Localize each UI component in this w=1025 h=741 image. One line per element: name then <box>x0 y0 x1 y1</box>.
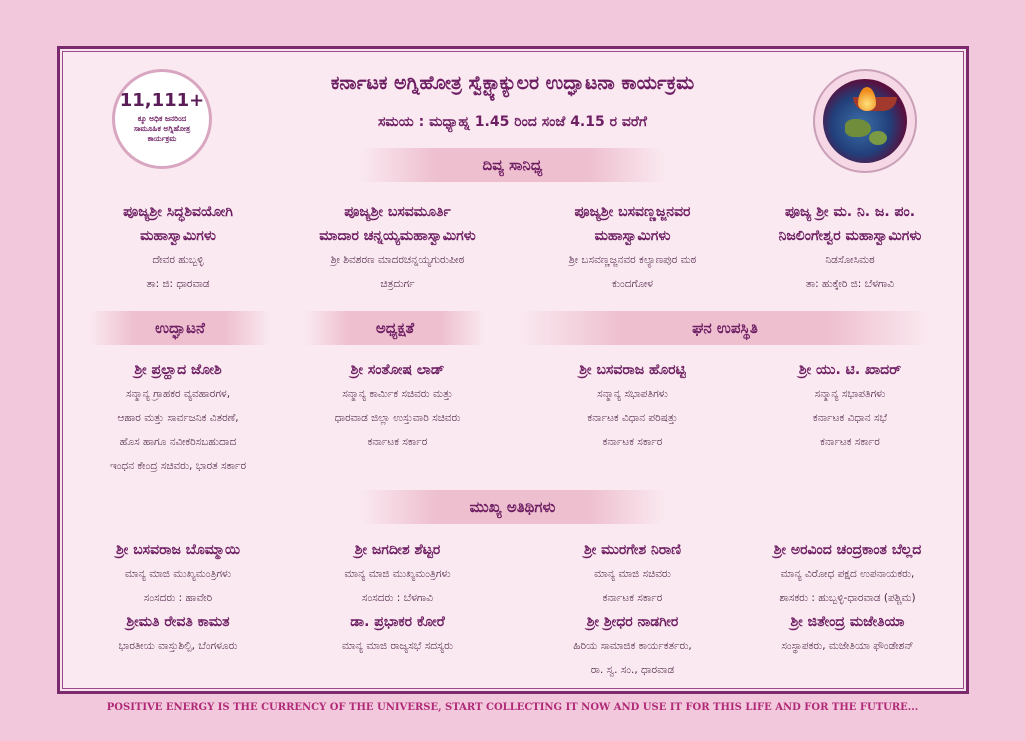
presence-person-2 <box>740 358 960 454</box>
guest-8 <box>735 610 960 658</box>
presidency-person <box>285 358 510 454</box>
person-desc: ಸಂಸ್ಥಾಪಕರು, ಮಜೇತಿಯಾ ಫೌಂಡೇಶನ್ <box>781 640 914 652</box>
event-title: ಕರ್ನಾಟಕ ಅಗ್ನಿಹೋತ್ರ ಸ್ವೆಕ್ಟ್ಯಾಕ್ಯುಲರ ಉದ್ಘಾಟನಾ ಕಾರ್ಯಕ್ರಮ <box>330 72 695 94</box>
person-name: ಶ್ರೀ ಬಸವರಾಜ ಹೊರಟ್ಟಿ <box>579 362 686 378</box>
person-desc: ಸನ್ಮಾನ್ಯ ಸಭಾಪತಿಗಳು <box>814 388 886 400</box>
divine-person-3 <box>520 200 745 296</box>
inauguration-person <box>68 358 288 478</box>
divine-person-2 <box>285 200 510 296</box>
person-desc: ಮಾನ್ಯ ಮಾಜಿ ಮುಖ್ಯಮಂತ್ರಿಗಳು <box>124 568 232 580</box>
badge-text: ಕ್ಕೂ ಅಧಿಕ ಜನರಿಂದ ಸಾಮೂಹಿಕ ಅಗ್ನಿಹೋತ್ರ ಕಾರ್ಯಕ್ರಮ <box>133 114 191 143</box>
person-name: ಶ್ರೀ ಶ್ರೀಧರ ನಾಡಗೀರ <box>586 614 679 630</box>
person-name: ಡಾ. ಪ್ರಭಾಕರ ಕೋರೆ <box>350 614 445 630</box>
agnihotra-globe-logo-icon <box>813 69 917 173</box>
person-name: ನಿಜಲಿಂಗೇಶ್ವರ ಮಹಾಸ್ವಾಮಿಗಳು <box>778 228 922 244</box>
person-desc: ಕರ್ನಾಟಕ ವಿಧಾನ ಪರಿಷತ್ತು <box>587 412 678 424</box>
badge-number: 11,111+ <box>119 90 205 111</box>
person-name: ಶ್ರೀ ಜಿತೇಂದ್ರ ಮಜೇತಿಯಾ <box>790 614 905 630</box>
person-desc: ಭಾರತೀಯ ವಾಸ್ತುಶಿಲ್ಪಿ, ಬೆಂಗಳೂರು <box>118 640 238 652</box>
person-desc: ರಾ. ಸ್ವ. ಸಂ., ಧಾರವಾಡ <box>590 664 675 676</box>
person-desc: ಮಾನ್ಯ ವಿರೋಧ ಪಕ್ಷದ ಉಪನಾಯಕರು, <box>780 568 915 580</box>
person-desc: ಕರ್ನಾಟಕ ಸರ್ಕಾರ <box>602 592 663 604</box>
person-desc: ದೇವರ ಹುಬ್ಬಳ್ಳಿ <box>152 254 204 266</box>
person-desc: ಇಂಧನ ಕೇಂದ್ರ ಸಚಿವರು, ಭಾರತ ಸರ್ಕಾರ <box>109 460 247 472</box>
section-heading-guests: ಮುಖ್ಯ ಅತಿಥಿಗಳು <box>360 490 665 524</box>
person-name: ಶ್ರೀ ಸಂತೋಷ ಲಾಡ್ <box>350 362 445 378</box>
person-name: ಶ್ರೀ ಪ್ರಲ್ಹಾದ ಜೋಶಿ <box>134 362 222 378</box>
person-desc: ಮಾನ್ಯ ಮಾಜಿ ಸಚಿವರು <box>594 568 671 580</box>
guest-7 <box>520 610 745 682</box>
person-desc: ಮಾನ್ಯ ಮಾಜಿ ರಾಜ್ಯಸಭೆ ಸದಸ್ಯರು <box>342 640 453 652</box>
person-name: ಶ್ರೀ ಯು. ಟಿ. ಖಾದರ್ <box>798 362 902 378</box>
person-desc: ಸನ್ಮಾನ್ಯ ಸಭಾಪತಿಗಳು <box>597 388 668 400</box>
person-name: ಪೂಜ್ಯಶ್ರೀ ಸಿದ್ಧಶಿವಯೋಗಿ <box>123 204 233 220</box>
guest-4 <box>735 538 960 610</box>
person-desc: ಶಾಸಕರು : ಹುಬ್ಬಳ್ಳಿ-ಧಾರವಾಡ (ಪಶ್ಚಿಮ) <box>779 592 916 604</box>
person-name: ಶ್ರೀಮತಿ ರೇವತಿ ಕಾಮತ <box>126 614 230 630</box>
person-desc: ಚಿತ್ರದುರ್ಗ <box>380 278 415 290</box>
person-desc: ಮಾನ್ಯ ಮಾಜಿ ಮುಖ್ಯಮಂತ್ರಿಗಳು <box>344 568 451 580</box>
person-name: ಶ್ರೀ ಮುರಗೇಶ ನಿರಾಣಿ <box>583 542 682 558</box>
person-desc: ನಿಡಸೋಸಿಮಠ <box>825 254 875 266</box>
person-desc: ಕರ್ನಾಟಕ ವಿಧಾನ ಸಭೆ <box>812 412 888 424</box>
person-desc: ಕರ್ನಾಟಕ ಸರ್ಕಾರ <box>602 436 663 448</box>
section-heading-presidency: ಅಧ್ಯಕ್ಷತೆ <box>305 311 485 345</box>
person-name: ಶ್ರೀ ಅರವಿಂದ ಚಂದ್ರಕಾಂತ ಬೆಲ್ಲದ <box>773 542 922 558</box>
person-desc: ಹಿರಿಯ ಸಾಮಾಜಿಕ ಕಾರ್ಯಕರ್ತರು, <box>573 640 692 652</box>
guest-5 <box>68 610 288 658</box>
guest-2 <box>285 538 510 610</box>
person-desc: ಕರ್ನಾಟಕ ಸರ್ಕಾರ <box>820 436 880 448</box>
person-name: ಪೂಜ್ಯಶ್ರೀ ಬಸವಮೂರ್ತಿ <box>344 204 451 220</box>
person-desc: ತಾ: ಹುಕ್ಕೇರಿ ಜಿ: ಬೆಳಗಾವಿ <box>805 278 895 290</box>
person-desc: ಶ್ರೀ ಬಸವಣ್ಣಜ್ಜನವರ ಕಲ್ಯಾಣಪುರ ಮಠ <box>568 254 697 266</box>
person-name: ಪೂಜ್ಯಶ್ರೀ ಬಸವಣ್ಣಜ್ಜನವರ <box>574 204 691 220</box>
person-desc: ತಾ: ಜಿ: ಧಾರವಾಡ <box>146 278 210 290</box>
person-name: ಮಹಾಸ್ವಾಮಿಗಳು <box>140 228 216 244</box>
person-name: ಮಹಾಸ್ವಾಮಿಗಳು <box>594 228 671 244</box>
footer-tagline: POSITIVE ENERGY IS THE CURRENCY OF THE UNIVERSE, START COLLECTING IT NOW AND USE IT FOR THIS LIFE AND FOR THE FUTURE... <box>106 702 919 713</box>
person-desc: ಸಂಸದರು : ಬೆಳಗಾವಿ <box>361 592 434 604</box>
person-desc: ಸನ್ಮಾನ್ಯ ಕಾರ್ಮಿಕ ಸಚಿವರು ಮತ್ತು <box>342 388 453 400</box>
section-heading-inauguration: ಉದ್ಘಾಟನೆ <box>90 311 270 345</box>
person-desc: ಕುಂದಗೋಳ <box>611 278 654 290</box>
person-desc: ಸನ್ಮಾನ್ಯ ಗ್ರಾಹಕರ ವ್ಯವಹಾರಗಳ, <box>125 388 231 400</box>
person-name: ಶ್ರೀ ಬಸವರಾಜ ಬೊಮ್ಮಾಯಿ <box>116 542 240 558</box>
person-desc: ಸಂಸದರು : ಹಾವೇರಿ <box>143 592 213 604</box>
person-name: ಮಾದಾರ ಚನ್ನಯ್ಯಮಹಾಸ್ವಾಮಿಗಳು <box>319 228 476 244</box>
person-name: ಶ್ರೀ ಜಗದೀಶ ಶೆಟ್ಟರ <box>354 542 441 558</box>
guest-1 <box>68 538 288 610</box>
presence-person-1 <box>520 358 745 454</box>
person-desc: ಕರ್ನಾಟಕ ಸರ್ಕಾರ <box>367 436 428 448</box>
guest-6 <box>285 610 510 658</box>
event-time: ಸಮಯ : ಮಧ್ಯಾಹ್ನ 1.45 ರಿಂದ ಸಂಜೆ 4.15 ರ ವರೆಗೆ <box>378 114 647 130</box>
section-heading-presence: ಘನ ಉಪಸ್ಥಿತಿ <box>520 311 930 345</box>
divine-person-1 <box>68 200 288 296</box>
divine-person-4 <box>740 200 960 296</box>
person-desc: ಹೊಸ ಹಾಗೂ ನವೀಕರಿಸಬಹುದಾದ <box>119 436 237 448</box>
person-desc: ಶ್ರೀ ಶಿವಶರಣ ಮಾದರಚನ್ನಯ್ಯಗುರುಪೀಠ <box>330 254 465 266</box>
person-desc: ಆಹಾರ ಮತ್ತು ಸಾರ್ವಜನಿಕ ವಿತರಣೆ, <box>117 412 239 424</box>
section-heading-divine: ದಿವ್ಯ ಸಾನಿಧ್ಯ <box>360 148 665 182</box>
person-name: ಪೂಜ್ಯ ಶ್ರೀ ಮ. ನಿ. ಜ. ಪಂ. <box>784 204 916 220</box>
guest-3 <box>520 538 745 610</box>
person-desc: ಧಾರವಾಡ ಜಿಲ್ಲಾ ಉಸ್ತುವಾರಿ ಸಚಿವರು <box>334 412 461 424</box>
